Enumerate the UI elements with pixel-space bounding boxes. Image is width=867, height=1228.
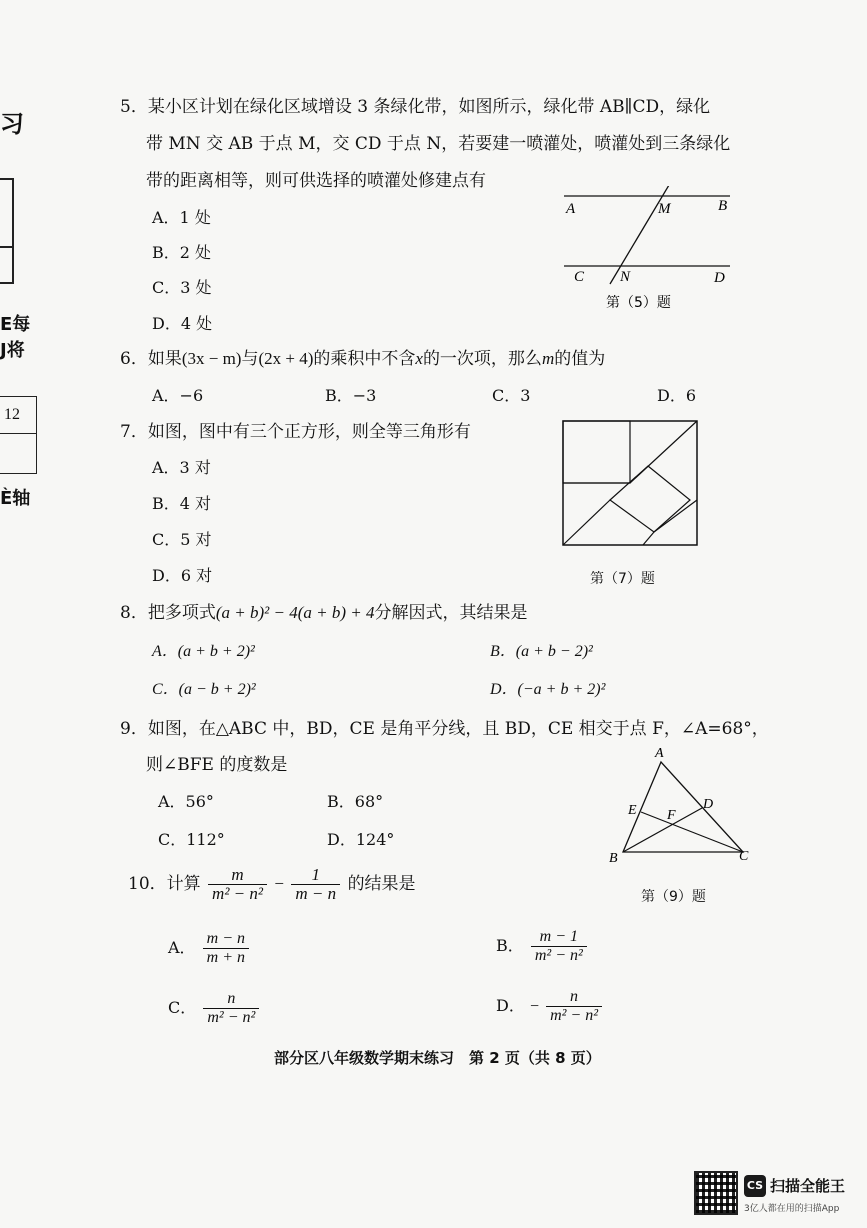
- q5-option-c: C．3 处: [152, 278, 212, 297]
- q7-option-c: C．5 对: [152, 530, 212, 549]
- q5-label-d: D: [714, 270, 725, 286]
- q10-opt-c-frac: [203, 990, 259, 1027]
- q5-figure: [560, 186, 740, 316]
- q8-suffix: 分解因式，其结果是: [374, 603, 528, 623]
- q5-caption: 第（5）题: [606, 295, 671, 311]
- q9-figure: [605, 742, 755, 867]
- edge-char-2: E每: [0, 314, 31, 335]
- q10-suffix: 的结果是: [347, 874, 416, 894]
- q10-option-a: [168, 930, 251, 967]
- q10-f2-den: m − n: [295, 884, 337, 903]
- q10-opt-a-label: A．: [168, 938, 196, 957]
- q9-caption: 第（9）题: [641, 889, 706, 905]
- q5-option-a: A．1 处: [152, 208, 211, 227]
- q7-stem: 7．如图，图中有三个正方形，则全等三角形有: [120, 422, 471, 442]
- q10-fraction-2: [291, 866, 340, 903]
- q10-opt-a-frac: [203, 930, 249, 967]
- q6-var-m: m: [541, 349, 555, 368]
- q10-f1-den: m² − n²: [212, 884, 263, 903]
- q10-opt-c-label: C．: [168, 998, 197, 1017]
- q6-mid2: 的乘积中不含: [313, 349, 416, 369]
- q8-option-a: A．(a + b + 2)²: [152, 643, 255, 660]
- q6-option-b: B．−3: [325, 386, 377, 405]
- q5-line1: 5．某小区计划在绿化区域增设 3 条绿化带，如图所示，绿化带 AB∥CD，绿化: [120, 97, 711, 117]
- q8-option-b: B．(a + b − 2)²: [490, 643, 593, 660]
- q7-small-square: [563, 421, 630, 483]
- q10-opt-b-label: B．: [496, 936, 524, 955]
- page-footer: 部分区八年级数学期末练习 第 2 页（共 8 页）: [274, 1049, 601, 1067]
- q9-label-d: D: [703, 797, 714, 812]
- q10-fraction-1: [208, 866, 267, 903]
- q9-bisector-ce: [641, 812, 743, 852]
- q9-option-a: A．56°: [158, 792, 214, 811]
- edge-bracket-1: [0, 178, 14, 284]
- q8-prefix: 8．把多项式: [120, 603, 216, 623]
- q10-minus: −: [274, 874, 284, 893]
- q7-option-d: D．6 对: [152, 566, 213, 585]
- q10-opt-b-num: m − 1: [531, 928, 587, 947]
- q5-label-m: M: [658, 201, 671, 217]
- edge-bracket-2: [0, 246, 12, 248]
- q10-opt-c-num: n: [203, 990, 259, 1009]
- q7-caption: 第（7）题: [590, 571, 655, 587]
- qr-code-icon: [694, 1171, 738, 1215]
- q8-option-d: D．(−a + b + 2)²: [490, 681, 606, 698]
- camscanner-logo-icon: CS: [744, 1175, 766, 1197]
- q10-opt-c-den: m² − n²: [207, 1009, 256, 1026]
- q6-expr1: (3x − m): [181, 349, 242, 368]
- q10-opt-d-den: m² − n²: [550, 1007, 599, 1024]
- q10-opt-d-num: n: [546, 988, 602, 1007]
- q10-opt-d-frac: [546, 988, 602, 1025]
- q5-line2: 带 MN 交 AB 于点 M，交 CD 于点 N，若要建一喷灌处，喷灌处到三条绿化: [146, 134, 731, 154]
- q10-prefix: 10．计算: [128, 874, 201, 894]
- edge-table-num: 12: [0, 397, 36, 434]
- q10-f1-num: m: [208, 866, 267, 885]
- q9-label-c: C: [739, 849, 749, 864]
- q5-label-a: A: [566, 201, 576, 217]
- q8-option-c: C．(a − b + 2)²: [152, 681, 256, 698]
- q5-option-d: D．4 处: [152, 314, 213, 333]
- q7-line-4: [654, 500, 697, 532]
- q5-label-b: B: [718, 198, 728, 214]
- q10-f2-num: 1: [291, 866, 340, 885]
- q9-triangle: [623, 762, 743, 852]
- q10-option-d: [496, 988, 604, 1025]
- q6-mid: 与: [241, 349, 259, 369]
- q10-option-c: [168, 990, 261, 1027]
- q9-label-e: E: [628, 803, 637, 818]
- q6-prefix: 6．如果: [120, 349, 182, 369]
- q7-option-b: B．4 对: [152, 494, 212, 513]
- q6-mid3: 的一次项，那么: [422, 349, 542, 369]
- q9-line1: 9．如图，在△ABC 中，BD，CE 是角平分线，且 BD，CE 相交于点 F，∠A=68°，: [120, 719, 769, 739]
- q6-option-c: C．3: [492, 386, 531, 405]
- q10-opt-d-label: D．: [496, 996, 525, 1015]
- q7-tilted-square: [610, 466, 690, 532]
- q7-figure: [560, 418, 705, 553]
- q10-opt-b-den: m² − n²: [534, 947, 583, 964]
- edge-char-4: È轴: [0, 488, 31, 509]
- q5-option-b: B．2 处: [152, 243, 212, 262]
- q6-expr2: (2x + 4): [258, 349, 314, 368]
- q8-expr: (a + b)² − 4(a + b) + 4: [215, 603, 375, 622]
- scanner-app-name: 扫描全能王: [770, 1177, 846, 1195]
- scanner-tagline: 3亿人都在用的扫描App: [744, 1204, 840, 1214]
- q6-stem: [120, 348, 605, 370]
- q5-label-c: C: [574, 269, 585, 285]
- edge-char-3: J将: [0, 340, 25, 361]
- q6-option-d: D．6: [657, 386, 697, 405]
- q7-option-a: A．3 对: [152, 458, 211, 477]
- q9-label-f: F: [667, 808, 676, 823]
- q9-option-d: D．124°: [327, 830, 395, 849]
- q9-option-c: C．112°: [158, 830, 225, 849]
- q10-opt-a-num: m − n: [203, 930, 249, 949]
- q10-opt-b-frac: [531, 928, 587, 965]
- q10-opt-d-sign: −: [529, 998, 539, 1015]
- q10-option-b: [496, 928, 589, 965]
- q5-label-n: N: [620, 269, 631, 285]
- q9-label-a: A: [655, 746, 664, 761]
- q6-option-a: A．−6: [152, 386, 204, 405]
- q10-opt-a-den: m + n: [206, 949, 246, 966]
- q7-line-3: [563, 500, 610, 545]
- q9-option-b: B．68°: [327, 792, 384, 811]
- q10-stem: [128, 866, 416, 903]
- q6-var-x: x: [415, 349, 423, 368]
- edge-table: [0, 396, 37, 474]
- q7-line-5: [643, 532, 654, 545]
- q9-line2: 则∠BFE 的度数是: [146, 755, 288, 775]
- q6-suffix: 的值为: [554, 349, 606, 369]
- q8-stem: [120, 602, 527, 624]
- q9-label-b: B: [609, 851, 618, 866]
- edge-char-1: 习: [0, 110, 24, 138]
- q5-line3: 带的距离相等，则可供选择的喷灌处修建点有: [146, 171, 486, 191]
